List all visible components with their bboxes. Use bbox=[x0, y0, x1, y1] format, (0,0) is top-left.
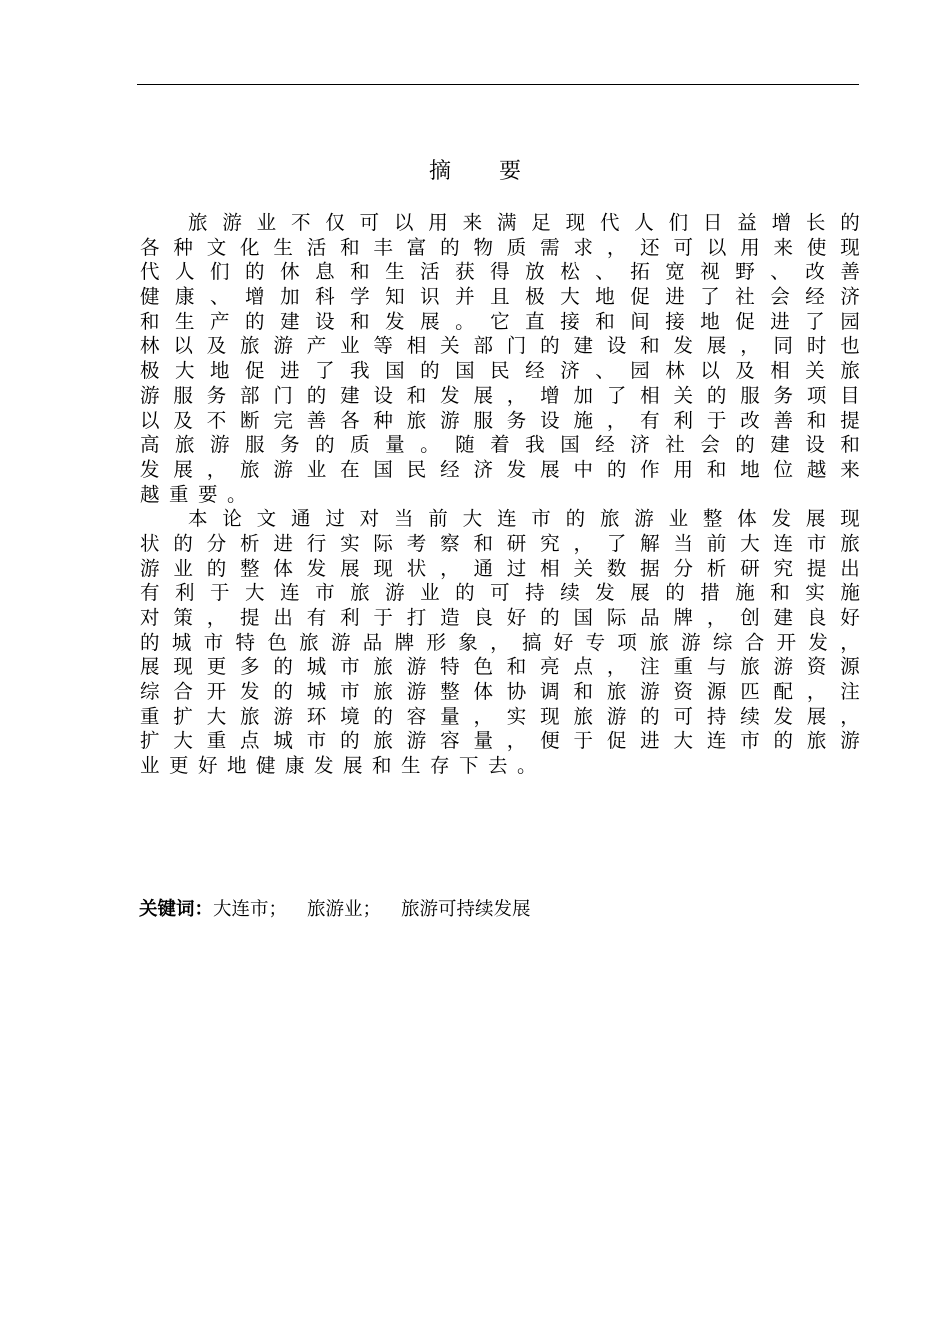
body-line: 高 旅 游 服 务 的 质 量 。 随 着 我 国 经 济 社 会 的 建 设 和 bbox=[140, 433, 860, 457]
body-line: 游 服 务 部 门 的 建 设 和 发 展 ， 增 加 了 相 关 的 服 务 项 目 bbox=[140, 383, 860, 407]
body-line: 林 以 及 旅 游 产 业 等 相 关 部 门 的 建 设 和 发 展 ， 同 时 也 bbox=[140, 334, 860, 358]
keywords-line bbox=[139, 895, 531, 921]
body-line: 旅 游 业 不 仅 可 以 用 来 满 足 现 代 人 们 日 益 增 长 的 bbox=[188, 211, 860, 234]
body-line: 状 的 分 析 进 行 实 际 考 察 和 研 究 ， 了 解 当 前 大 连 市 旅 bbox=[140, 531, 860, 555]
body-line: 健 康 、 增 加 科 学 知 识 并 且 极 大 地 促 进 了 社 会 经 济 bbox=[140, 285, 860, 309]
body-line: 越重要。 bbox=[140, 482, 257, 506]
body-line: 发 展 ， 旅 游 业 在 国 民 经 济 发 展 中 的 作 用 和 地 位 越 来 bbox=[140, 457, 860, 481]
body-line: 游 业 的 整 体 发 展 现 状 ， 通 过 相 关 数 据 分 析 研 究 提 出 bbox=[140, 556, 860, 580]
body-line: 对 策 ， 提 出 有 利 于 打 造 良 好 的 国 际 品 牌 ， 创 建 良 好 bbox=[140, 606, 860, 629]
body-line: 重 扩 大 旅 游 环 境 的 容 量 ， 实 现 旅 游 的 可 持 续 发 展 ， bbox=[140, 704, 860, 728]
body-line: 有 利 于 大 连 市 旅 游 业 的 可 持 续 发 展 的 措 施 和 实 施 bbox=[140, 581, 860, 605]
body-line: 综 合 开 发 的 城 市 旅 游 整 体 协 调 和 旅 游 资 源 匹 配 ， 注 bbox=[140, 680, 860, 704]
header-rule bbox=[137, 84, 859, 85]
body-line: 和 生 产 的 建 设 和 发 展 。 它 直 接 和 间 接 地 促 进 了 园 bbox=[140, 309, 860, 333]
abstract-body bbox=[140, 211, 860, 779]
body-line: 扩 大 重 点 城 市 的 旅 游 容 量 ， 便 于 促 进 大 连 市 的 旅 游 bbox=[140, 729, 860, 753]
keywords-label: 关键词： bbox=[139, 899, 214, 920]
body-line: 代 人 们 的 休 息 和 生 活 获 得 放 松 、 拓 宽 视 野 、 改 善 bbox=[140, 260, 860, 284]
keyword-item: 大连市； bbox=[213, 899, 288, 920]
body-line: 本 论 文 通 过 对 当 前 大 连 市 的 旅 游 业 整 体 发 展 现 bbox=[188, 507, 860, 531]
abstract-title: 摘要 bbox=[428, 159, 569, 184]
body-line: 极 大 地 促 进 了 我 国 的 国 民 经 济 、 园 林 以 及 相 关 旅 bbox=[140, 359, 860, 383]
body-line: 业更好地健康发展和生存下去。 bbox=[140, 754, 547, 778]
body-line: 展 现 更 多 的 城 市 旅 游 特 色 和 亮 点 ， 注 重 与 旅 游 资 源 bbox=[140, 655, 860, 679]
body-line: 各 种 文 化 生 活 和 丰 富 的 物 质 需 求 ， 还 可 以 用 来 使 现 bbox=[140, 235, 860, 259]
keyword-item: 旅游可持续发展 bbox=[401, 899, 531, 920]
body-line: 的 城 市 特 色 旅 游 品 牌 形 象 ， 搞 好 专 项 旅 游 综 合 开 发 ， bbox=[140, 630, 860, 654]
body-line: 以 及 不 断 完 善 各 种 旅 游 服 务 设 施 ， 有 利 于 改 善 和 提 bbox=[140, 408, 860, 432]
keyword-item: 旅游业； bbox=[307, 899, 382, 920]
